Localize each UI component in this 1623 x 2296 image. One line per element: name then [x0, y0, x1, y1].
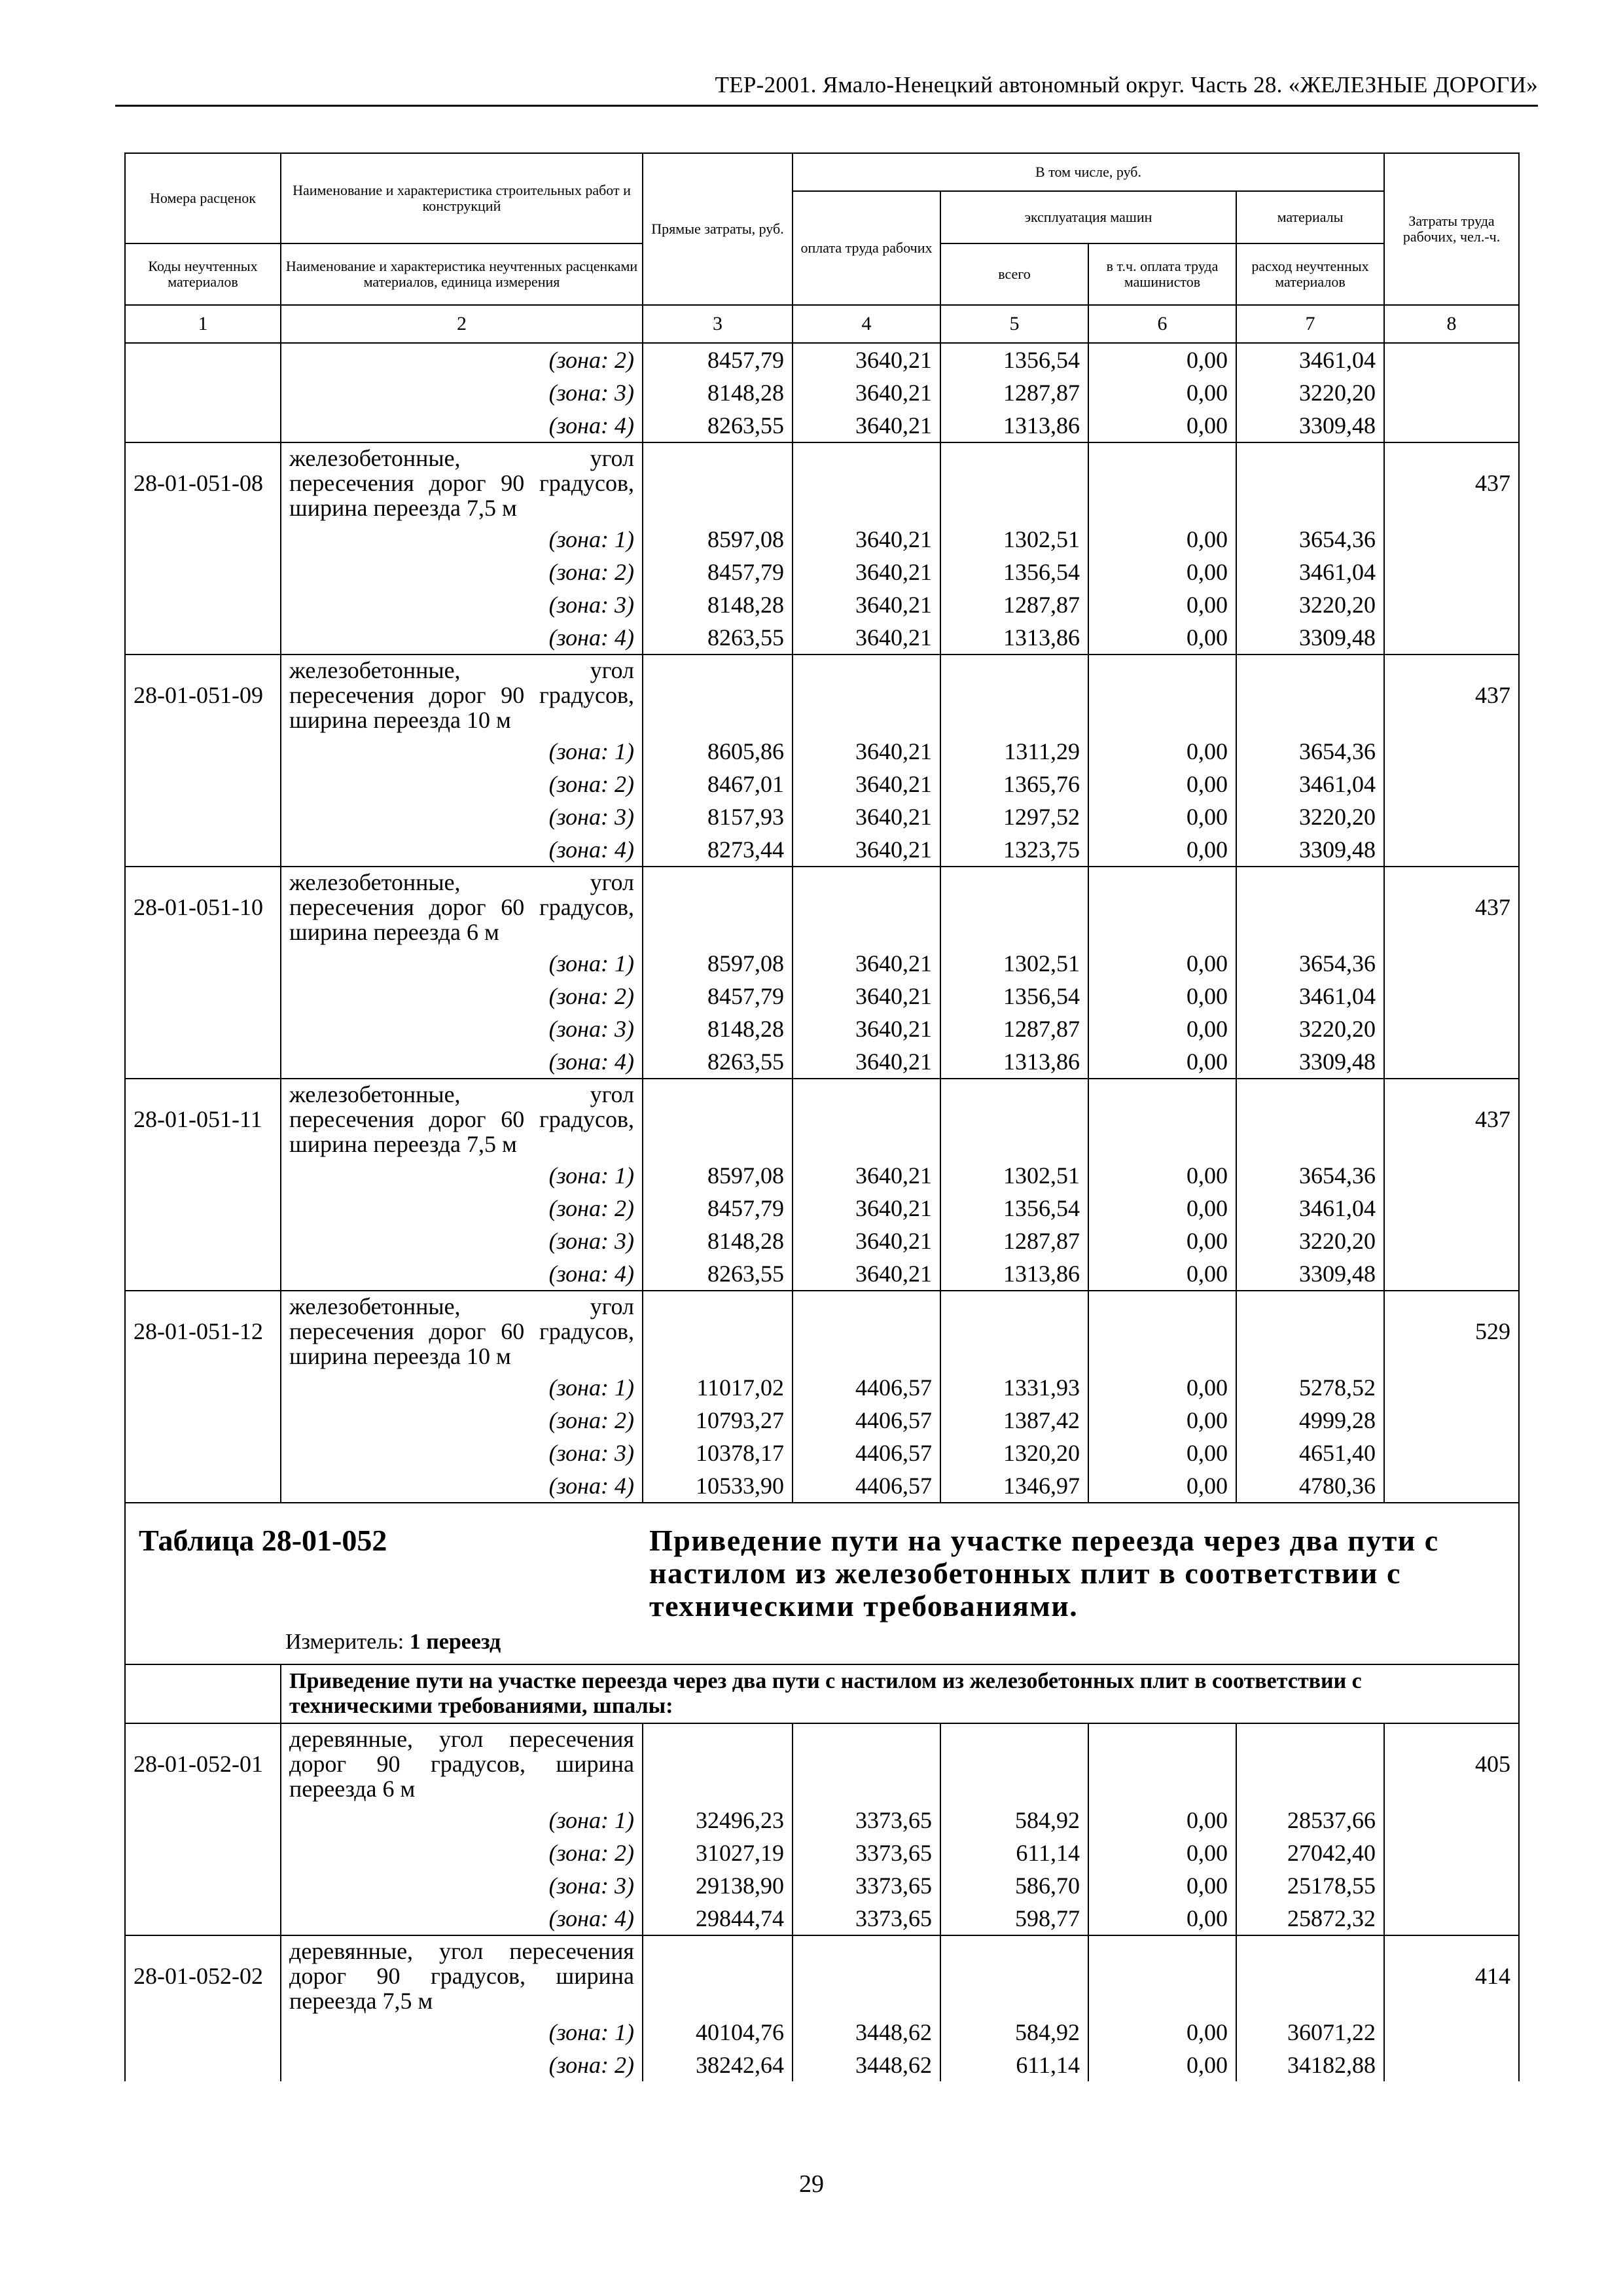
- machinist-wages: 0,00: [1088, 523, 1236, 556]
- machinist-wages: 0,00: [1088, 1404, 1236, 1437]
- machinist-wages: 0,00: [1088, 1225, 1236, 1257]
- materials: 3220,20: [1236, 800, 1384, 833]
- zone-row: [125, 1257, 1519, 1291]
- zone-label: (зона: 1): [281, 1804, 643, 1837]
- direct-cost: 11017,02: [643, 1371, 793, 1404]
- direct-cost: 8457,79: [643, 1192, 793, 1225]
- wages: 3640,21: [793, 556, 940, 588]
- zone-row: [125, 1159, 1519, 1192]
- table-label: Таблица 28-01-052: [139, 1524, 387, 1557]
- machines-total: 586,70: [940, 1869, 1088, 1902]
- zone-label: (зона: 3): [281, 376, 643, 409]
- machines-total: 611,14: [940, 1837, 1088, 1869]
- rate-item-row: [125, 867, 1519, 947]
- machinist-wages: 0,00: [1088, 1013, 1236, 1045]
- machines-total: 584,92: [940, 1804, 1088, 1837]
- materials: 4651,40: [1236, 1437, 1384, 1469]
- zone-row: [125, 1045, 1519, 1079]
- labor-cost: 437: [1384, 867, 1519, 947]
- materials: 36071,22: [1236, 2016, 1384, 2049]
- work-description: деревянные, угол пересечения дорог 90 градусов, ширина переезда 7,5 м: [281, 1935, 643, 2016]
- section-heading: Приведение пути на участке переезда через два пути с настилом из железобетонных плит в соответствии с техническими требованиями, шпалы:: [281, 1664, 1519, 1723]
- direct-cost: 32496,23: [643, 1804, 793, 1837]
- zone-label: (зона: 1): [281, 735, 643, 768]
- wages: 3640,21: [793, 947, 940, 980]
- table-header: [125, 153, 1519, 343]
- direct-cost: 40104,76: [643, 2016, 793, 2049]
- machinist-wages: 0,00: [1088, 409, 1236, 442]
- materials: 3309,48: [1236, 1257, 1384, 1291]
- work-description: деревянные, угол пересечения дорог 90 градусов, ширина переезда 6 м: [281, 1723, 643, 1804]
- zone-row: [125, 523, 1519, 556]
- zone-label: (зона: 4): [281, 1469, 643, 1503]
- materials: 3461,04: [1236, 980, 1384, 1013]
- materials: 3461,04: [1236, 1192, 1384, 1225]
- zone-row: [125, 2016, 1519, 2049]
- wages: 3640,21: [793, 1225, 940, 1257]
- zone-row: [125, 1404, 1519, 1437]
- direct-cost: 31027,19: [643, 1837, 793, 1869]
- wages: 3640,21: [793, 409, 940, 442]
- page-number: 29: [799, 2170, 824, 2198]
- machines-total: 1387,42: [940, 1404, 1088, 1437]
- direct-cost: 8263,55: [643, 1257, 793, 1291]
- machines-total: 1287,87: [940, 588, 1088, 621]
- materials: 3220,20: [1236, 376, 1384, 409]
- direct-cost: 8457,79: [643, 343, 793, 376]
- rate-code: 28-01-052-02: [125, 1935, 281, 2016]
- machinist-wages: 0,00: [1088, 556, 1236, 588]
- zone-label: (зона: 1): [281, 1159, 643, 1192]
- table-body-051: [125, 343, 1519, 442]
- machines-total: 1313,86: [940, 621, 1088, 655]
- materials: 3654,36: [1236, 523, 1384, 556]
- wages: 3448,62: [793, 2049, 940, 2081]
- labor-cost: 414: [1384, 1935, 1519, 2016]
- materials: 3309,48: [1236, 1045, 1384, 1079]
- machinist-wages: 0,00: [1088, 1437, 1236, 1469]
- wages: 3640,21: [793, 735, 940, 768]
- rate-item-row: [125, 442, 1519, 523]
- zone-label: (зона: 3): [281, 1225, 643, 1257]
- machines-total: 1287,87: [940, 376, 1088, 409]
- work-description: железобетонные, угол пересечения дорог 60 градусов, ширина переезда 10 м: [281, 1291, 643, 1371]
- machines-total: 1311,29: [940, 735, 1088, 768]
- machinist-wages: 0,00: [1088, 2016, 1236, 2049]
- labor-cost: 529: [1384, 1291, 1519, 1371]
- direct-cost: 8597,08: [643, 1159, 793, 1192]
- machinist-wages: 0,00: [1088, 1804, 1236, 1837]
- header-unaccounted-materials: расход неучтенных материалов: [1236, 243, 1384, 305]
- rate-code: 28-01-051-09: [125, 655, 281, 735]
- machines-total: 1313,86: [940, 1257, 1088, 1291]
- machines-total: 1356,54: [940, 980, 1088, 1013]
- materials: 3461,04: [1236, 556, 1384, 588]
- zone-label: (зона: 2): [281, 556, 643, 588]
- machinist-wages: 0,00: [1088, 735, 1236, 768]
- column-number: 1: [125, 305, 281, 343]
- wages: 3640,21: [793, 523, 940, 556]
- wages: 3640,21: [793, 1192, 940, 1225]
- direct-cost: 8148,28: [643, 1225, 793, 1257]
- wages: 3640,21: [793, 1013, 940, 1045]
- wages: 3640,21: [793, 376, 940, 409]
- wages: 3640,21: [793, 1045, 940, 1079]
- zone-label: (зона: 2): [281, 1404, 643, 1437]
- header-including: В том числе, руб.: [793, 153, 1384, 191]
- header-direct-costs: Прямые затраты, руб.: [643, 153, 793, 305]
- zone-label: (зона: 2): [281, 1192, 643, 1225]
- direct-cost: 38242,64: [643, 2049, 793, 2081]
- direct-cost: 8605,86: [643, 735, 793, 768]
- zone-row: [125, 800, 1519, 833]
- zone-row: [125, 1371, 1519, 1404]
- machinist-wages: 0,00: [1088, 1192, 1236, 1225]
- machines-total: 584,92: [940, 2016, 1088, 2049]
- machines-total: 1302,51: [940, 1159, 1088, 1192]
- machinist-wages: 0,00: [1088, 1837, 1236, 1869]
- wages: 3640,21: [793, 343, 940, 376]
- machines-total: 1287,87: [940, 1225, 1088, 1257]
- column-number: 7: [1236, 305, 1384, 343]
- materials: 3309,48: [1236, 621, 1384, 655]
- rate-code: 28-01-051-11: [125, 1079, 281, 1159]
- materials: 3309,48: [1236, 833, 1384, 867]
- header-rate-numbers: Номера расценок: [125, 153, 281, 243]
- direct-cost: 29844,74: [643, 1902, 793, 1935]
- header-wages: оплата труда рабочих: [793, 191, 940, 305]
- direct-cost: 29138,90: [643, 1869, 793, 1902]
- zone-row: [125, 768, 1519, 800]
- machinist-wages: 0,00: [1088, 1045, 1236, 1079]
- direct-cost: 8263,55: [643, 621, 793, 655]
- header-work-name: Наименование и характеристика строительных работ и конструкций: [281, 153, 643, 243]
- machinist-wages: 0,00: [1088, 376, 1236, 409]
- zone-row: [125, 1837, 1519, 1869]
- rate-item-row: [125, 1723, 1519, 1804]
- machinist-wages: 0,00: [1088, 343, 1236, 376]
- labor-cost: 437: [1384, 442, 1519, 523]
- materials: 34182,88: [1236, 2049, 1384, 2081]
- direct-cost: 8263,55: [643, 1045, 793, 1079]
- items-052: [125, 1723, 1519, 2081]
- direct-cost: 8148,28: [643, 588, 793, 621]
- materials: 28537,66: [1236, 1804, 1384, 1837]
- machinist-wages: 0,00: [1088, 621, 1236, 655]
- zone-label: (зона: 2): [281, 768, 643, 800]
- wages: 3640,21: [793, 588, 940, 621]
- zone-row: [125, 2049, 1519, 2081]
- direct-cost: 8148,28: [643, 376, 793, 409]
- measure-unit: [285, 1628, 501, 1657]
- running-header: ТЕР-2001. Ямало-Ненецкий автономный округ. Часть 28. «ЖЕЛЕЗНЫЕ ДОРОГИ»: [115, 71, 1538, 107]
- machines-total: 1356,54: [940, 556, 1088, 588]
- machinist-wages: 0,00: [1088, 1371, 1236, 1404]
- direct-cost: 8273,44: [643, 833, 793, 867]
- zone-row: [125, 1804, 1519, 1837]
- zone-label: (зона: 3): [281, 1869, 643, 1902]
- materials: 25178,55: [1236, 1869, 1384, 1902]
- machines-total: 1331,93: [940, 1371, 1088, 1404]
- machinist-wages: 0,00: [1088, 1902, 1236, 1935]
- wages: 3373,65: [793, 1837, 940, 1869]
- column-number: 8: [1384, 305, 1519, 343]
- table-caption: [125, 1503, 1519, 1664]
- column-number: 5: [940, 305, 1088, 343]
- zone-label: (зона: 3): [281, 1437, 643, 1469]
- materials: 3461,04: [1236, 343, 1384, 376]
- work-description: железобетонные, угол пересечения дорог 90 градусов, ширина переезда 10 м: [281, 655, 643, 735]
- zone-row: [125, 621, 1519, 655]
- rate-code: 28-01-051-12: [125, 1291, 281, 1371]
- zone-row: [125, 1469, 1519, 1503]
- zone-label: (зона: 4): [281, 833, 643, 867]
- labor-cost: 437: [1384, 655, 1519, 735]
- machinist-wages: 0,00: [1088, 1869, 1236, 1902]
- work-description: железобетонные, угол пересечения дорог 60 градусов, ширина переезда 7,5 м: [281, 1079, 643, 1159]
- direct-cost: 8597,08: [643, 947, 793, 980]
- materials: 3220,20: [1236, 1225, 1384, 1257]
- zone-label: (зона: 1): [281, 2016, 643, 2049]
- materials: 4999,28: [1236, 1404, 1384, 1437]
- machines-total: 1313,86: [940, 1045, 1088, 1079]
- header-materials: материалы: [1236, 191, 1384, 243]
- wages: 3640,21: [793, 800, 940, 833]
- machines-total: 1320,20: [940, 1437, 1088, 1469]
- header-machines-total: всего: [940, 243, 1088, 305]
- materials: 3220,20: [1236, 1013, 1384, 1045]
- rate-item-row: [125, 1291, 1519, 1371]
- materials: 3654,36: [1236, 735, 1384, 768]
- materials: 3220,20: [1236, 588, 1384, 621]
- direct-cost: 10533,90: [643, 1469, 793, 1503]
- machinist-wages: 0,00: [1088, 1159, 1236, 1192]
- machinist-wages: 0,00: [1088, 588, 1236, 621]
- column-number: 4: [793, 305, 940, 343]
- header-machinist-wages: в т.ч. оплата труда машинистов: [1088, 243, 1236, 305]
- machines-total: 1356,54: [940, 343, 1088, 376]
- column-number: 3: [643, 305, 793, 343]
- materials: 3654,36: [1236, 947, 1384, 980]
- zone-row: [125, 1437, 1519, 1469]
- header-material-codes: Коды неучтенных материалов: [125, 243, 281, 305]
- zone-label: (зона: 4): [281, 621, 643, 655]
- zone-row: [125, 980, 1519, 1013]
- zone-label: (зона: 2): [281, 343, 643, 376]
- wages: 4406,57: [793, 1469, 940, 1503]
- zone-row: [125, 1869, 1519, 1902]
- wages: 3640,21: [793, 1257, 940, 1291]
- direct-cost: 8467,01: [643, 768, 793, 800]
- wages: 3373,65: [793, 1869, 940, 1902]
- zone-label: (зона: 4): [281, 409, 643, 442]
- machinist-wages: 0,00: [1088, 947, 1236, 980]
- machines-total: 1313,86: [940, 409, 1088, 442]
- zone-label: (зона: 3): [281, 800, 643, 833]
- wages: 3448,62: [793, 2016, 940, 2049]
- machinist-wages: 0,00: [1088, 800, 1236, 833]
- measure-value: 1 переезд: [409, 1630, 501, 1654]
- direct-cost: 8597,08: [643, 523, 793, 556]
- rate-item-row: [125, 655, 1519, 735]
- zone-label: (зона: 2): [281, 2049, 643, 2081]
- wages: 4406,57: [793, 1371, 940, 1404]
- wages: 4406,57: [793, 1404, 940, 1437]
- machines-total: 1302,51: [940, 523, 1088, 556]
- zone-row: [125, 1013, 1519, 1045]
- column-number: 2: [281, 305, 643, 343]
- zone-row: [125, 1192, 1519, 1225]
- zone-row: [125, 1225, 1519, 1257]
- machinist-wages: 0,00: [1088, 980, 1236, 1013]
- zone-label: (зона: 4): [281, 1045, 643, 1079]
- machinist-wages: 0,00: [1088, 1257, 1236, 1291]
- work-description: железобетонные, угол пересечения дорог 90 градусов, ширина переезда 7,5 м: [281, 442, 643, 523]
- rate-code: 28-01-052-01: [125, 1723, 281, 1804]
- direct-cost: 8157,93: [643, 800, 793, 833]
- labor-cost: 437: [1384, 1079, 1519, 1159]
- zone-row: [125, 409, 1519, 442]
- header-machines: эксплуатация машин: [940, 191, 1236, 243]
- direct-cost: 8263,55: [643, 409, 793, 442]
- machines-total: 611,14: [940, 2049, 1088, 2081]
- zone-label: (зона: 2): [281, 1837, 643, 1869]
- machinist-wages: 0,00: [1088, 2049, 1236, 2081]
- zone-row: [125, 833, 1519, 867]
- zone-label: (зона: 1): [281, 1371, 643, 1404]
- zone-label: (зона: 4): [281, 1257, 643, 1291]
- wages: 4406,57: [793, 1437, 940, 1469]
- measure-label: Измеритель:: [285, 1630, 404, 1654]
- wages: 3640,21: [793, 1159, 940, 1192]
- machines-total: 1356,54: [940, 1192, 1088, 1225]
- machines-total: 1346,97: [940, 1469, 1088, 1503]
- machines-total: 1287,87: [940, 1013, 1088, 1045]
- materials: 27042,40: [1236, 1837, 1384, 1869]
- machinist-wages: 0,00: [1088, 833, 1236, 867]
- materials: 5278,52: [1236, 1371, 1384, 1404]
- wages: 3640,21: [793, 621, 940, 655]
- materials: 25872,32: [1236, 1902, 1384, 1935]
- zone-row: [125, 735, 1519, 768]
- zone-label: (зона: 3): [281, 1013, 643, 1045]
- rate-item-row: [125, 1935, 1519, 2016]
- direct-cost: 10378,17: [643, 1437, 793, 1469]
- materials: 3309,48: [1236, 409, 1384, 442]
- header-material-names: Наименование и характеристика неучтенных расценками материалов, единица измерения: [281, 243, 643, 305]
- machinist-wages: 0,00: [1088, 768, 1236, 800]
- wages: 3373,65: [793, 1804, 940, 1837]
- rate-code: 28-01-051-10: [125, 867, 281, 947]
- zone-label: (зона: 3): [281, 588, 643, 621]
- zone-row: [125, 556, 1519, 588]
- table-052-caption: [125, 1503, 1519, 1723]
- wages: 3373,65: [793, 1902, 940, 1935]
- zone-label: (зона: 4): [281, 1902, 643, 1935]
- wages: 3640,21: [793, 768, 940, 800]
- zone-row: [125, 588, 1519, 621]
- zone-row: [125, 947, 1519, 980]
- work-description: железобетонные, угол пересечения дорог 60 градусов, ширина переезда 6 м: [281, 867, 643, 947]
- machinist-wages: 0,00: [1088, 1469, 1236, 1503]
- machines-total: 1302,51: [940, 947, 1088, 980]
- zone-label: (зона: 1): [281, 523, 643, 556]
- zone-row: [125, 376, 1519, 409]
- direct-cost: 10793,27: [643, 1404, 793, 1437]
- zone-row: [125, 343, 1519, 376]
- rate-code: 28-01-051-08: [125, 442, 281, 523]
- zone-row: [125, 1902, 1519, 1935]
- column-number: 6: [1088, 305, 1236, 343]
- machines-total: 1365,76: [940, 768, 1088, 800]
- wages: 3640,21: [793, 980, 940, 1013]
- wages: 3640,21: [793, 833, 940, 867]
- direct-cost: 8457,79: [643, 556, 793, 588]
- machines-total: 598,77: [940, 1902, 1088, 1935]
- zone-label: (зона: 2): [281, 980, 643, 1013]
- items-051: [125, 442, 1519, 1503]
- zone-label: (зона: 1): [281, 947, 643, 980]
- labor-cost: 405: [1384, 1723, 1519, 1804]
- direct-cost: 8457,79: [643, 980, 793, 1013]
- table-title: Приведение пути на участке переезда через два пути с настилом из железобетонных плит в соответствии с техническими требованиями.: [649, 1524, 1439, 1623]
- rate-item-row: [125, 1079, 1519, 1159]
- materials: 3461,04: [1236, 768, 1384, 800]
- machines-total: 1323,75: [940, 833, 1088, 867]
- materials: 4780,36: [1236, 1469, 1384, 1503]
- direct-cost: 8148,28: [643, 1013, 793, 1045]
- header-labor-costs: Затраты труда рабочих, чел.-ч.: [1384, 153, 1519, 305]
- materials: 3654,36: [1236, 1159, 1384, 1192]
- machines-total: 1297,52: [940, 800, 1088, 833]
- price-table: [124, 152, 1520, 2081]
